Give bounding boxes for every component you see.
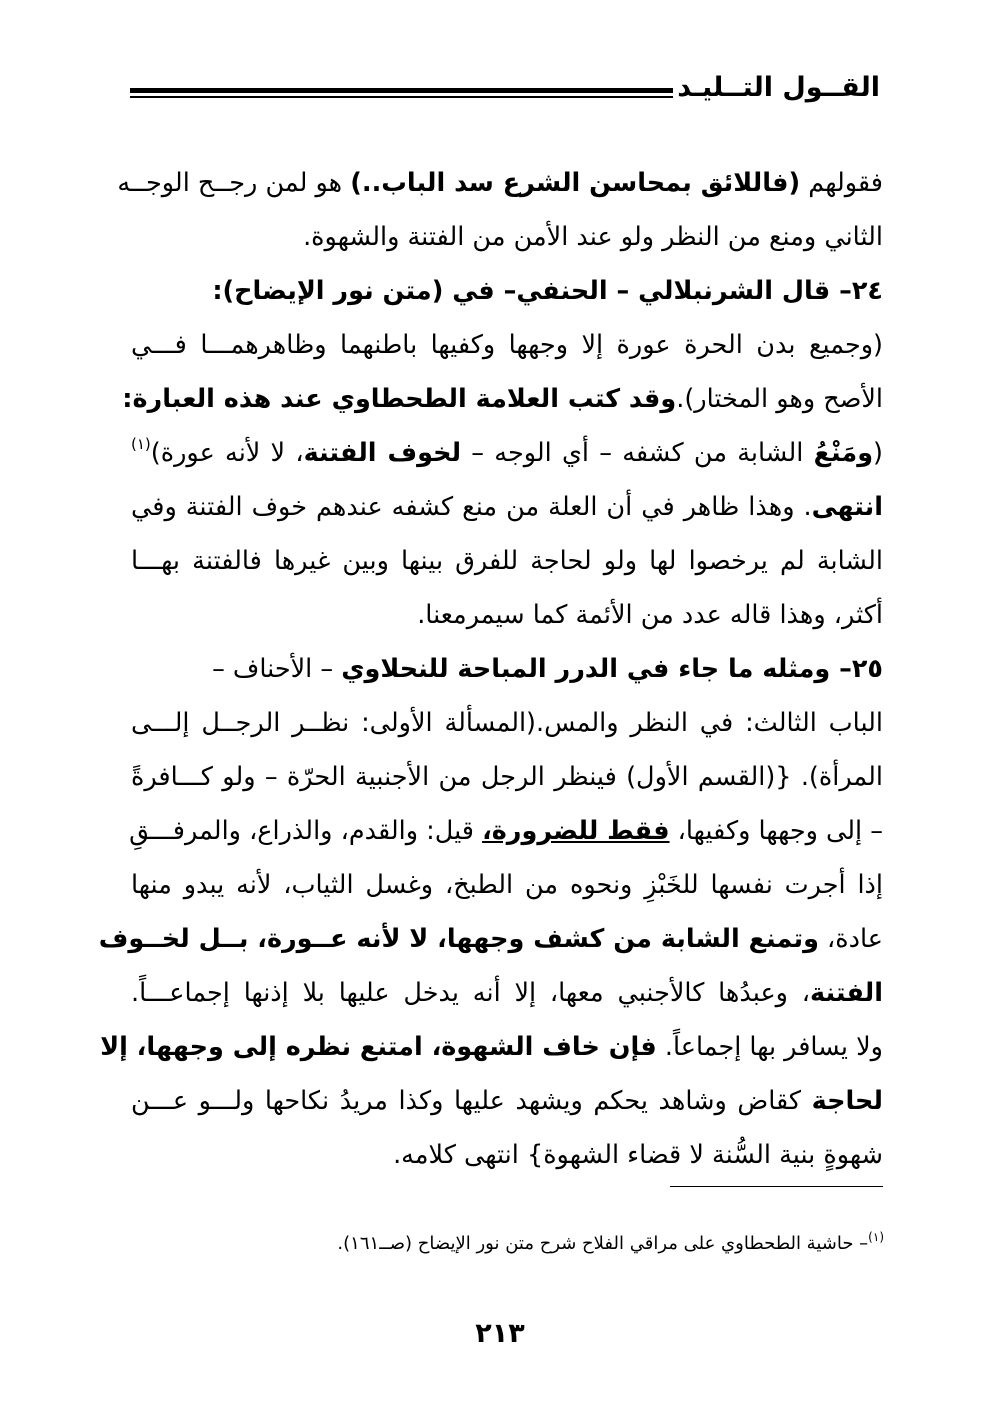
text-line-11: الباب الثالث: في النظر والمس.(المسألة الأولى: نظــر الرجــل إلـــى bbox=[131, 708, 883, 738]
header-rule-thin bbox=[130, 96, 673, 98]
running-header bbox=[130, 66, 880, 116]
header-title: القــول التــليـد bbox=[677, 72, 880, 103]
text-line-16: الفتنة، وعبدُها كالأجنبي معها، إلا أنه يدخل عليها بلا إذنها إجماعـــاً. bbox=[131, 978, 883, 1008]
text-line-5: الأصح وهو المختار).وقد كتب العلامة الطحطاوي عند هذه العبارة: bbox=[122, 384, 883, 414]
text-line-13: – إلى وجهها وكفيها، فقط للضرورة، قيل: والقدم، والذراع، والمرفـــقِ bbox=[129, 816, 883, 846]
text-line-1: فقولهم (فاللائق بمحاسن الشرع سد الباب..) هو لمن رجــح الوجــه bbox=[117, 168, 883, 198]
text-line-8: الشابة لم يرخصوا لها ولو لحاجة للفرق بينها وبين غيرها فالفتنة بهـــا bbox=[131, 546, 883, 576]
footnote-marker: (١) bbox=[868, 1230, 884, 1244]
text-line-2: الثاني ومنع من النظر ولو عند الأمن من الفتنة والشهوة. bbox=[303, 222, 883, 252]
text-line-4: (وجميع بدن الحرة عورة إلا وجهها وكفيها باطنهما وظاهرهمـــا فـــي bbox=[131, 330, 883, 360]
text-line-6: (ومَنْعُ الشابة من كشفه – أي الوجه – لخوف الفتنة، لا لأنه عورة)$^{(١)}$ bbox=[131, 435, 883, 468]
text-line-7: انتهى. وهذا ظاهر في أن العلة من منع كشفه عندهم خوف الفتنة وفي bbox=[131, 492, 883, 522]
text-line-18: لحاجة كقاض وشاهد يحكم ويشهد عليها وكذا مريدُ نكاحها ولـــو عـــن bbox=[131, 1086, 883, 1116]
page-number: ٢١٣ bbox=[475, 1318, 525, 1349]
text-line-14: إذا أجرت نفسها للخَبْزِ ونحوه من الطبخ، وغسل الثياب، لأنه يبدو منها bbox=[131, 870, 883, 900]
text-line-12: المرأة). {(القسم الأول) فينظر الرجل من الأجنبية الحرّة – ولو كـــافرةً bbox=[131, 762, 883, 792]
header-rule-thick bbox=[130, 88, 673, 93]
text-line-17: ولا يسافر بها إجماعاً. فإن خاف الشهوة، امتنع نظره إلى وجهها، إلا bbox=[100, 1032, 883, 1062]
footnote-separator bbox=[670, 1186, 883, 1187]
body-text bbox=[98, 156, 883, 1182]
text-line-15: عادة، وتمنع الشابة من كشف وجهها، لا لأنه عــورة، بــل لخــوف bbox=[98, 924, 883, 954]
footnote-text: – حاشية الطحطاوي على مراقي الفلاح شرح متن نور الإيضاح (صــ١٦١). bbox=[337, 1233, 869, 1254]
section-heading-25: ٢٥– ومثله ما جاء في الدرر المباحة للنحلاوي – الأحناف – bbox=[212, 654, 883, 684]
footnote bbox=[230, 1230, 884, 1254]
text-line-9: أكثر، وهذا قاله عدد من الأئمة كما سيمرمعنا. bbox=[417, 600, 883, 630]
footnote-ref: (١) bbox=[131, 435, 151, 453]
text-line-19: شهوةٍ بنية السُّنة لا قضاء الشهوة} انتهى كلامه. bbox=[393, 1140, 883, 1170]
section-heading-24: ٢٤– قال الشرنبلالي – الحنفي– في (متن نور الإيضاح): bbox=[212, 276, 883, 306]
header-double-rule bbox=[130, 88, 673, 98]
